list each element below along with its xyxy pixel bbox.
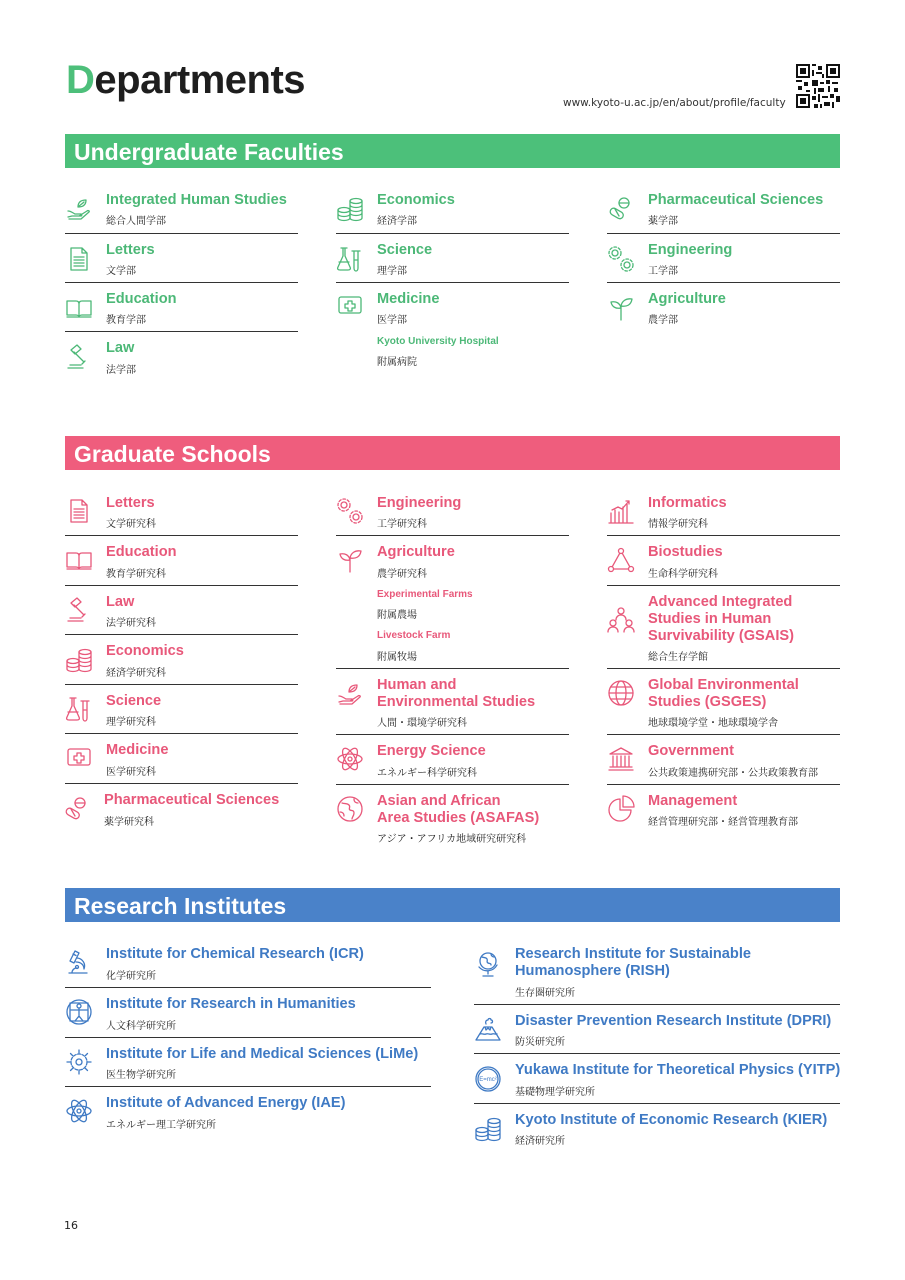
divider [336, 233, 569, 234]
hands-leaf-icon [65, 195, 93, 223]
atom-icon [65, 1097, 93, 1125]
divider [336, 784, 569, 785]
people-icon [607, 605, 635, 633]
microscope-icon [65, 949, 93, 977]
school-name: Management [648, 793, 738, 809]
school-name: Biostudies [648, 544, 723, 560]
school-name-jp: 工学研究科 [377, 519, 427, 530]
cell-icon [65, 1048, 93, 1076]
flask-icon [336, 245, 364, 273]
gears-icon [607, 245, 635, 273]
divider [336, 535, 569, 536]
divider [607, 233, 840, 234]
divider [474, 1053, 840, 1054]
institute-name: Institute of Advanced Energy (IAE) [106, 1095, 346, 1111]
document-icon [65, 497, 93, 525]
faculty-name: Economics [377, 192, 455, 208]
section-graduate-schools: Graduate Schools [65, 436, 840, 470]
divider [336, 282, 569, 283]
gavel-icon [65, 343, 93, 371]
institute-name-jp: 化学研究所 [106, 971, 156, 982]
institute-name-jp: 人文科学研究所 [106, 1021, 176, 1032]
divider [65, 585, 298, 586]
school-name: Economics [106, 643, 184, 659]
divider [607, 535, 840, 536]
school-name: Agriculture [377, 544, 455, 560]
building-icon [607, 745, 635, 773]
school-name-line3: Survivability (GSAIS) [648, 628, 794, 644]
atom-icon [336, 745, 364, 773]
institute-name: Disaster Prevention Research Institute (DPRI) [515, 1013, 832, 1029]
page-number: 16 [64, 1219, 78, 1232]
divider [65, 987, 431, 988]
divider [65, 1086, 431, 1087]
institute-name-line2: Humanosphere (RISH) [515, 963, 670, 979]
school-name: Medicine [106, 742, 169, 758]
faculty-url[interactable]: www.kyoto-u.ac.jp/en/about/profile/faculty [563, 97, 786, 109]
school-name-line2: Area Studies (ASAFAS) [377, 810, 540, 826]
section-undergraduate-faculties: Undergraduate Faculties [65, 134, 840, 168]
emc2-icon [474, 1065, 502, 1093]
globe-stand-icon [474, 950, 502, 978]
school-name: Energy Science [377, 743, 486, 759]
faculty-name-jp: 理学部 [377, 266, 407, 277]
institute-name-jp: 基礎物理学研究所 [515, 1087, 595, 1098]
bar-chart-icon [607, 497, 635, 525]
volcano-icon [474, 1015, 502, 1043]
school-name: Science [106, 693, 162, 709]
school-name: Letters [106, 495, 155, 511]
page-title [66, 58, 305, 103]
divider [336, 668, 569, 669]
faculty-name: Medicine [377, 291, 440, 307]
school-name: Education [106, 544, 177, 560]
school-name-line2: Studies in Human [648, 611, 772, 627]
school-name: Engineering [377, 495, 462, 511]
divider [65, 233, 298, 234]
institute-name-jp: 防災研究所 [515, 1037, 565, 1048]
school-name-jp: 情報学研究科 [648, 519, 708, 530]
school-name-jp: 農学研究科 [377, 569, 427, 580]
faculty-name-jp: 薬学部 [648, 216, 678, 227]
school-name-jp: 人間・環境学研究科 [377, 718, 467, 729]
medical-kit-icon [65, 743, 93, 771]
hands-leaf-icon [336, 680, 364, 708]
faculty-name: Letters [106, 242, 155, 258]
coins-icon [474, 1115, 502, 1143]
school-name-jp: 文学研究科 [106, 519, 156, 530]
divider [474, 1004, 840, 1005]
experimental-farms-jp: 附属農場 [377, 610, 417, 621]
divider [607, 585, 840, 586]
open-book-icon [65, 546, 93, 574]
school-name-jp: アジア・アフリカ地域研究研究科 [377, 834, 527, 845]
school-name-line2: Studies (GSGES) [648, 694, 767, 710]
divider [65, 282, 298, 283]
gears-icon [336, 497, 364, 525]
document-icon [65, 245, 93, 273]
institute-name: Institute for Research in Humanities [106, 996, 356, 1012]
institute-name: Institute for Chemical Research (ICR) [106, 946, 364, 962]
institute-name: Institute for Life and Medical Sciences (LiMe) [106, 1046, 419, 1062]
institute-name: Yukawa Institute for Theoretical Physics (YITP) [515, 1062, 841, 1078]
faculty-name: Education [106, 291, 177, 307]
institute-name-jp: エネルギー理工学研究所 [106, 1120, 216, 1131]
institute-name-jp: 経済研究所 [515, 1136, 565, 1147]
divider [607, 734, 840, 735]
divider [474, 1103, 840, 1104]
divider [65, 331, 298, 332]
faculty-name: Pharmaceutical Sciences [648, 192, 824, 208]
institute-name-line1: Research Institute for Sustainable [515, 946, 751, 962]
attached-hospital: Kyoto University Hospital [377, 336, 499, 347]
coins-icon [336, 195, 364, 223]
gavel-icon [65, 596, 93, 624]
divider [607, 784, 840, 785]
flask-icon [65, 695, 93, 723]
sprout-icon [336, 546, 364, 574]
vitruvian-icon [65, 998, 93, 1026]
divider [336, 734, 569, 735]
faculty-name-jp: 工学部 [648, 266, 678, 277]
faculty-name-jp: 法学部 [106, 365, 136, 376]
network-icon [607, 546, 635, 574]
divider [65, 535, 298, 536]
school-name-jp: 法学研究科 [106, 618, 156, 629]
coins-icon [65, 646, 93, 674]
school-name-jp: 総合生存学館 [648, 652, 708, 663]
section-research-institutes: Research Institutes [65, 888, 840, 922]
school-name: Pharmaceutical Sciences [104, 792, 280, 808]
faculty-name-jp: 文学部 [106, 266, 136, 277]
school-name-jp: 生命科学研究科 [648, 569, 718, 580]
faculty-name: Agriculture [648, 291, 726, 307]
school-name: Law [106, 594, 135, 610]
experimental-farms: Experimental Farms [377, 589, 473, 600]
world-icon [607, 679, 635, 707]
school-name-jp: 経済学研究科 [106, 668, 166, 679]
school-name-jp: エネルギー科学研究科 [377, 768, 477, 779]
school-name-jp: 薬学研究科 [104, 817, 154, 828]
faculty-name: Integrated Human Studies [106, 192, 287, 208]
divider [65, 634, 298, 635]
school-name: Informatics [648, 495, 727, 511]
school-name: Government [648, 743, 734, 759]
school-name-jp: 医学研究科 [106, 767, 156, 778]
divider [65, 733, 298, 734]
faculty-name-jp: 総合人間学部 [106, 216, 166, 227]
pills-icon [63, 795, 91, 823]
title-rest: epartments [94, 58, 306, 102]
livestock-farm-jp: 附属牧場 [377, 652, 417, 663]
divider [65, 783, 298, 784]
institute-name-jp: 生存圏研究所 [515, 988, 575, 999]
institute-name: Kyoto Institute of Economic Research (KIER) [515, 1112, 828, 1128]
pills-icon [607, 195, 635, 223]
divider [65, 1037, 431, 1038]
faculty-name: Science [377, 242, 433, 258]
divider [607, 282, 840, 283]
divider [65, 684, 298, 685]
livestock-farm: Livestock Farm [377, 630, 451, 641]
faculty-name: Engineering [648, 242, 733, 258]
school-name-line2: Environmental Studies [377, 694, 536, 710]
school-name-line1: Global Environmental [648, 677, 799, 693]
open-book-icon [65, 294, 93, 322]
school-name-jp: 公共政策連携研究部・公共政策教育部 [648, 768, 818, 779]
sprout-icon [607, 294, 635, 322]
school-name-line1: Advanced Integrated [648, 594, 793, 610]
school-name-jp: 教育学研究科 [106, 569, 166, 580]
divider [607, 668, 840, 669]
school-name-jp: 地球環境学堂・地球環境学舎 [648, 718, 778, 729]
faculty-name-jp: 経済学部 [377, 216, 417, 227]
faculty-name-jp: 教育学部 [106, 315, 146, 326]
institute-name-jp: 医生物学研究所 [106, 1070, 176, 1081]
medical-kit-icon [336, 291, 364, 319]
qr-code-icon [796, 64, 840, 108]
faculty-name-jp: 農学部 [648, 315, 678, 326]
emc2-text: E=mc² [479, 1077, 497, 1083]
school-name-line1: Asian and African [377, 793, 501, 809]
globe-icon [336, 795, 364, 823]
school-name-jp: 理学研究科 [106, 717, 156, 728]
faculty-name-jp: 医学部 [377, 315, 407, 326]
school-name-line1: Human and [377, 677, 457, 693]
title-initial: D [66, 58, 95, 102]
pie-chart-icon [607, 795, 635, 823]
attached-hospital-jp: 附属病院 [377, 357, 417, 368]
faculty-name: Law [106, 340, 135, 356]
school-name-jp: 経営管理研究部・経営管理教育部 [648, 817, 798, 828]
